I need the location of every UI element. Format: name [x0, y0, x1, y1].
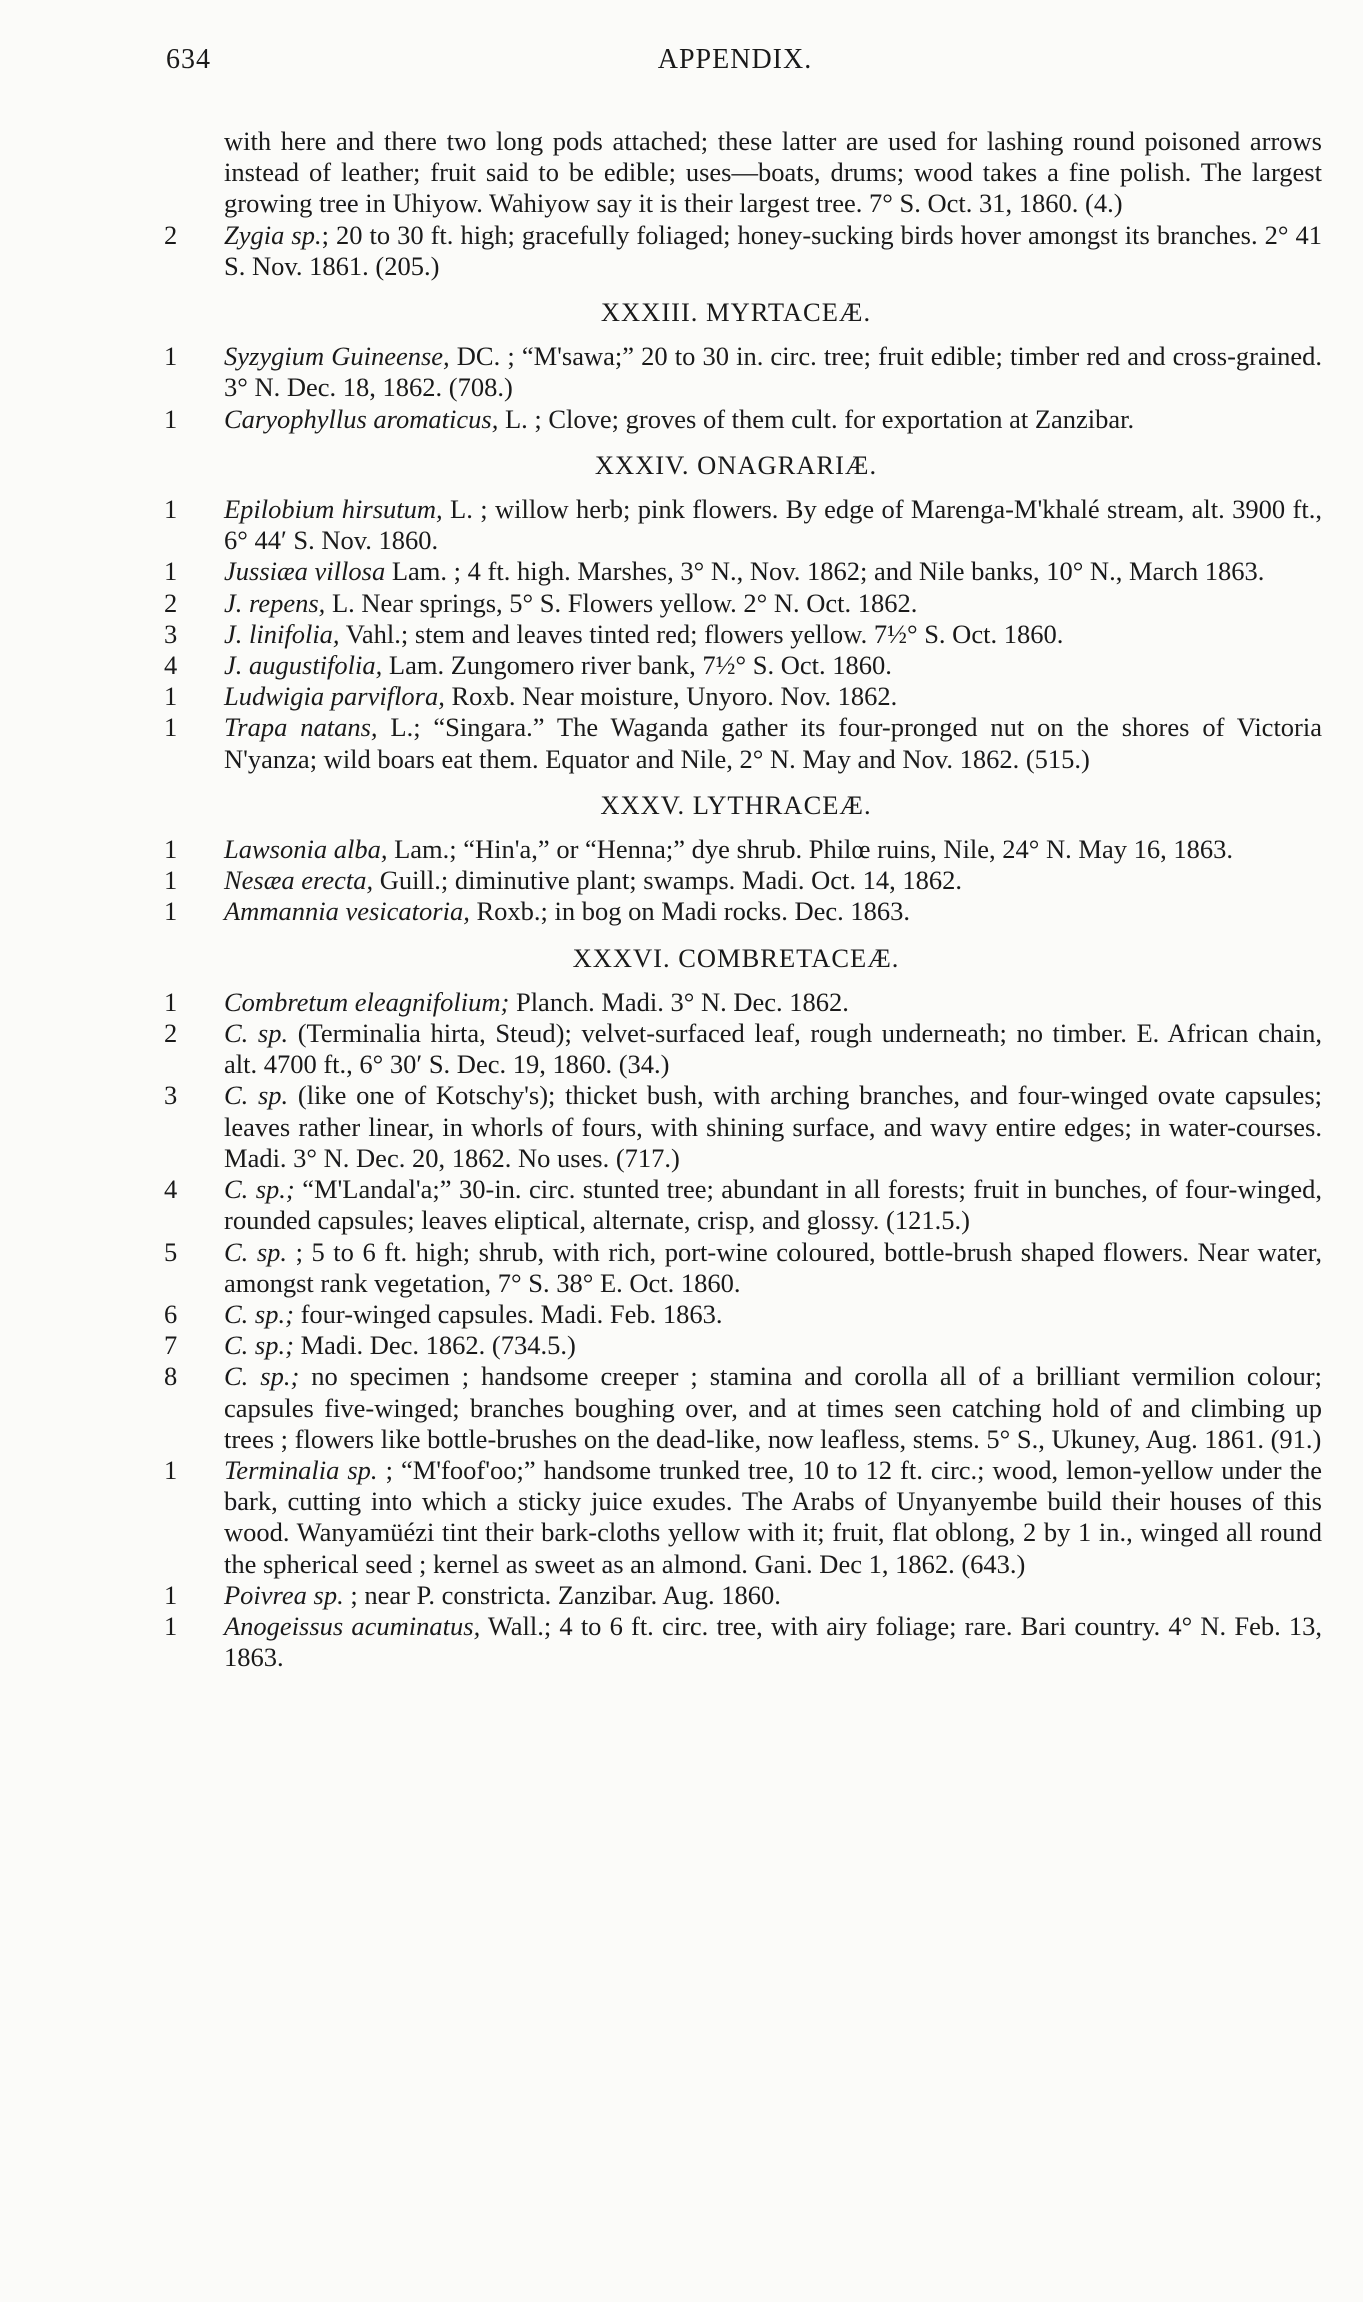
entry-number: 1: [164, 494, 178, 525]
entry-number: 1: [164, 896, 178, 927]
entry-number: 1: [164, 681, 178, 712]
species-name: Syzygium Guineense,: [224, 341, 450, 372]
entry-number: 1: [164, 834, 178, 865]
entry-number: 4: [164, 650, 178, 681]
entry-description: ; 5 to 6 ft. high; shrub, with rich, port-wine coloured, bottle-brush shaped flowers. Near water, amongst rank vegetation, 7° S. 38° E. Oct. 1860.: [224, 1236, 1323, 1298]
specimen-entry: [150, 1237, 1322, 1299]
entry-description: ; 20 to 30 ft. high; gracefully foliaged; honey-sucking birds hover amongst its branches. 2° 41 S. Nov. 1861. (205.): [224, 219, 1323, 281]
specimen-entry: [150, 1361, 1322, 1455]
species-name: Lawsonia alba,: [224, 834, 388, 865]
entry-description: Guill.; diminutive plant; swamps. Madi. Oct. 14, 1862.: [373, 865, 963, 896]
entry-number: 6: [164, 1298, 178, 1329]
entry-description: (Terminalia hirta, Steud); velvet-surfaced leaf, rough underneath; no timber. E. African chain, alt. 4700 ft., 6° 30′ S. Dec. 19, 1860. (34.): [224, 1018, 1322, 1080]
specimen-entry: [150, 987, 1322, 1018]
specimen-entry: [150, 712, 1322, 774]
page-body: [150, 126, 1322, 1673]
species-name: Caryophyllus aromaticus,: [224, 403, 499, 434]
entry-description: Lam.; “Hin'a,” or “Henna;” dye shrub. Philœ ruins, Nile, 24° N. May 16, 1863.: [387, 834, 1233, 865]
page-header: [150, 44, 1320, 84]
specimen-entry: [150, 834, 1322, 865]
specimen-entry: [150, 1330, 1322, 1361]
species-name: Nesæa erecta,: [224, 865, 374, 896]
entry-description: Lam. ; 4 ft. high. Marshes, 3° N., Nov. 1862; and Nile banks, 10° N., March 1863.: [385, 556, 1265, 587]
entry-description: DC. ; “M'sawa;” 20 to 30 in. circ. tree; fruit edible; timber red and cross-grained. 3° N. Dec. 18, 1862. (708.): [224, 341, 1323, 403]
entry-number: 1: [164, 556, 178, 587]
entry-number: 4: [164, 1174, 178, 1205]
entry-number: 1: [164, 712, 178, 743]
specimen-entry: [150, 588, 1322, 619]
entry-description: L. ; Clove; groves of them cult. for exportation at Zanzibar.: [498, 403, 1135, 434]
entry-number: 1: [164, 865, 178, 896]
entry-description: (like one of Kotschy's); thicket bush, with arching branches, and four-winged ovate capsules; leaves rather linear, in whorls of fours, with shining surface, and wavy entire edges; in water-courses. Madi. 3° N. Dec. 20, 1862. No uses. (717.): [224, 1080, 1322, 1173]
running-head: APPENDIX.: [657, 44, 813, 75]
specimen-entry: [150, 1455, 1322, 1580]
specimen-entry: [150, 1580, 1322, 1611]
species-name: Combretum eleagnifolium;: [224, 986, 510, 1017]
species-name: Anogeissus acuminatus,: [224, 1610, 481, 1641]
species-name: J. augustifolia,: [224, 650, 383, 681]
entry-description: L. ; willow herb; pink flowers. By edge of Marenga-M'khalé stream, alt. 3900 ft., 6° 44′ S. Nov. 1860.: [224, 494, 1322, 556]
entry-number: 1: [164, 341, 178, 372]
species-name: Ammannia vesicatoria,: [224, 896, 470, 927]
specimen-entry: [150, 865, 1322, 896]
specimen-entry: [150, 556, 1322, 587]
species-name: C. sp.;: [224, 1174, 295, 1205]
species-name: C. sp.: [224, 1080, 289, 1111]
specimen-entry: [150, 1611, 1322, 1673]
specimen-entry: [150, 1299, 1322, 1330]
entry-number: 1: [164, 986, 178, 1017]
continued-entry-text: with here and there two long pods attached; these latter are used for lashing round poisoned arrows instead of leather; fruit said to be edible; uses—boats, drums; wood takes a fine polish. The largest growing tree in Uhiyow. Wahiyow say it is their largest tree. 7° S. Oct. 31, 1860. (4.): [224, 126, 1322, 219]
entry-description: Roxb. Near moisture, Unyoro. Nov. 1862.: [444, 681, 898, 712]
entry-number: 2: [164, 219, 178, 250]
specimen-entry: [150, 341, 1322, 403]
species-name: Zygia sp.: [224, 219, 322, 250]
family-heading: XXXIII. MYRTACEÆ.: [600, 297, 872, 328]
entry-description: ; near P. constricta. Zanzibar. Aug. 1860.: [343, 1579, 781, 1610]
species-name: J. linifolia,: [224, 618, 340, 649]
family-heading: XXXV. LYTHRACEÆ.: [600, 789, 872, 820]
species-name: C. sp.;: [224, 1361, 300, 1392]
page-number: 634: [166, 44, 211, 75]
specimen-entry: [150, 220, 1322, 282]
entry-number: 2: [164, 1018, 178, 1049]
entry-number: 2: [164, 587, 178, 618]
specimen-entry: [150, 1174, 1322, 1236]
species-name: C. sp.;: [224, 1298, 294, 1329]
entry-description: ; “M'foof'oo;” handsome trunked tree, 10 to 12 ft. circ.; wood, lemon-yellow under the bark, cutting into which a sticky juice exudes. The Arabs of Unyanyembe build their houses of this wood. Wanyamüézi tint their bark-cloths yellow with it; fruit, flat oblong, 2 by 1 in., winged all round the spherical seed ; kernel as sweet as an almond. Gani. Dec 1, 1862. (643.): [224, 1454, 1323, 1579]
entry-number: 7: [164, 1330, 178, 1361]
entry-description: Vahl.; stem and leaves tinted red; flowers yellow. 7½° S. Oct. 1860.: [339, 618, 1064, 649]
species-name: C. sp.;: [224, 1330, 294, 1361]
specimen-entry: [150, 404, 1322, 435]
entry-description: Roxb.; in bog on Madi rocks. Dec. 1863.: [469, 896, 910, 927]
species-name: C. sp.: [224, 1018, 289, 1049]
specimen-entry: [150, 494, 1322, 556]
species-name: Jussiæa villosa: [224, 556, 386, 587]
entry-description: four-winged capsules. Madi. Feb. 1863.: [293, 1298, 723, 1329]
entry-number: 1: [164, 1454, 178, 1485]
family-heading: XXXIV. ONAGRARIÆ.: [594, 449, 878, 480]
species-name: Poivrea sp.: [224, 1579, 344, 1610]
specimen-entry: [150, 1080, 1322, 1174]
specimen-entry: [150, 619, 1322, 650]
entry-number: 1: [164, 1579, 178, 1610]
specimen-entry: [150, 650, 1322, 681]
species-name: J. repens,: [224, 587, 326, 618]
entry-number: 3: [164, 618, 178, 649]
species-name: Epilobium hirsutum,: [224, 494, 443, 525]
specimen-entry: [150, 681, 1322, 712]
entry-description: “M'Landal'a;” 30-in. circ. stunted tree; abundant in all forests; fruit in bunches, of four-winged, rounded capsules; leaves eliptical, alternate, crisp, and glossy. (121.5.): [224, 1174, 1322, 1236]
entry-description: Wall.; 4 to 6 ft. circ. tree, with airy foliage; rare. Bari country. 4° N. Feb. 13, 1863.: [224, 1610, 1322, 1673]
entry-description: Planch. Madi. 3° N. Dec. 1862.: [509, 986, 849, 1017]
species-name: C. sp.: [224, 1236, 288, 1267]
species-name: Ludwigia parviflora,: [224, 681, 445, 712]
entry-number: 1: [164, 1610, 178, 1641]
entry-description: no specimen ; handsome creeper ; stamina and corolla all of a brilliant vermilion colour; capsules five-winged; branches boughing over, and at times seen catching hold of and climbing up trees ; flowers like bottle-brushes on the dead-like, now leafless, stems. 5° S., Ukuney, Aug. 1861. (91.): [224, 1361, 1322, 1454]
entry-description: L. Near springs, 5° S. Flowers yellow. 2° N. Oct. 1862.: [325, 587, 918, 618]
family-heading: XXXVI. COMBRETACEÆ.: [572, 942, 900, 973]
entry-description: Lam. Zungomero river bank, 7½° S. Oct. 1860.: [382, 650, 892, 681]
specimen-entry: [150, 1018, 1322, 1080]
entry-number: 8: [164, 1361, 178, 1392]
entry-number: 1: [164, 403, 178, 434]
entry-description: L.; “Singara.” The Waganda gather its four-pronged nut on the shores of Victoria N'yanza; wild boars eat them. Equator and Nile, 2° N. May and Nov. 1862. (515.): [224, 712, 1323, 774]
species-name: Trapa natans,: [224, 712, 378, 743]
entry-number: 5: [164, 1236, 178, 1267]
entry-description: Madi. Dec. 1862. (734.5.): [293, 1330, 576, 1361]
entry-number: 3: [164, 1080, 178, 1111]
specimen-entry: [150, 896, 1322, 927]
species-name: Terminalia sp.: [224, 1454, 378, 1485]
